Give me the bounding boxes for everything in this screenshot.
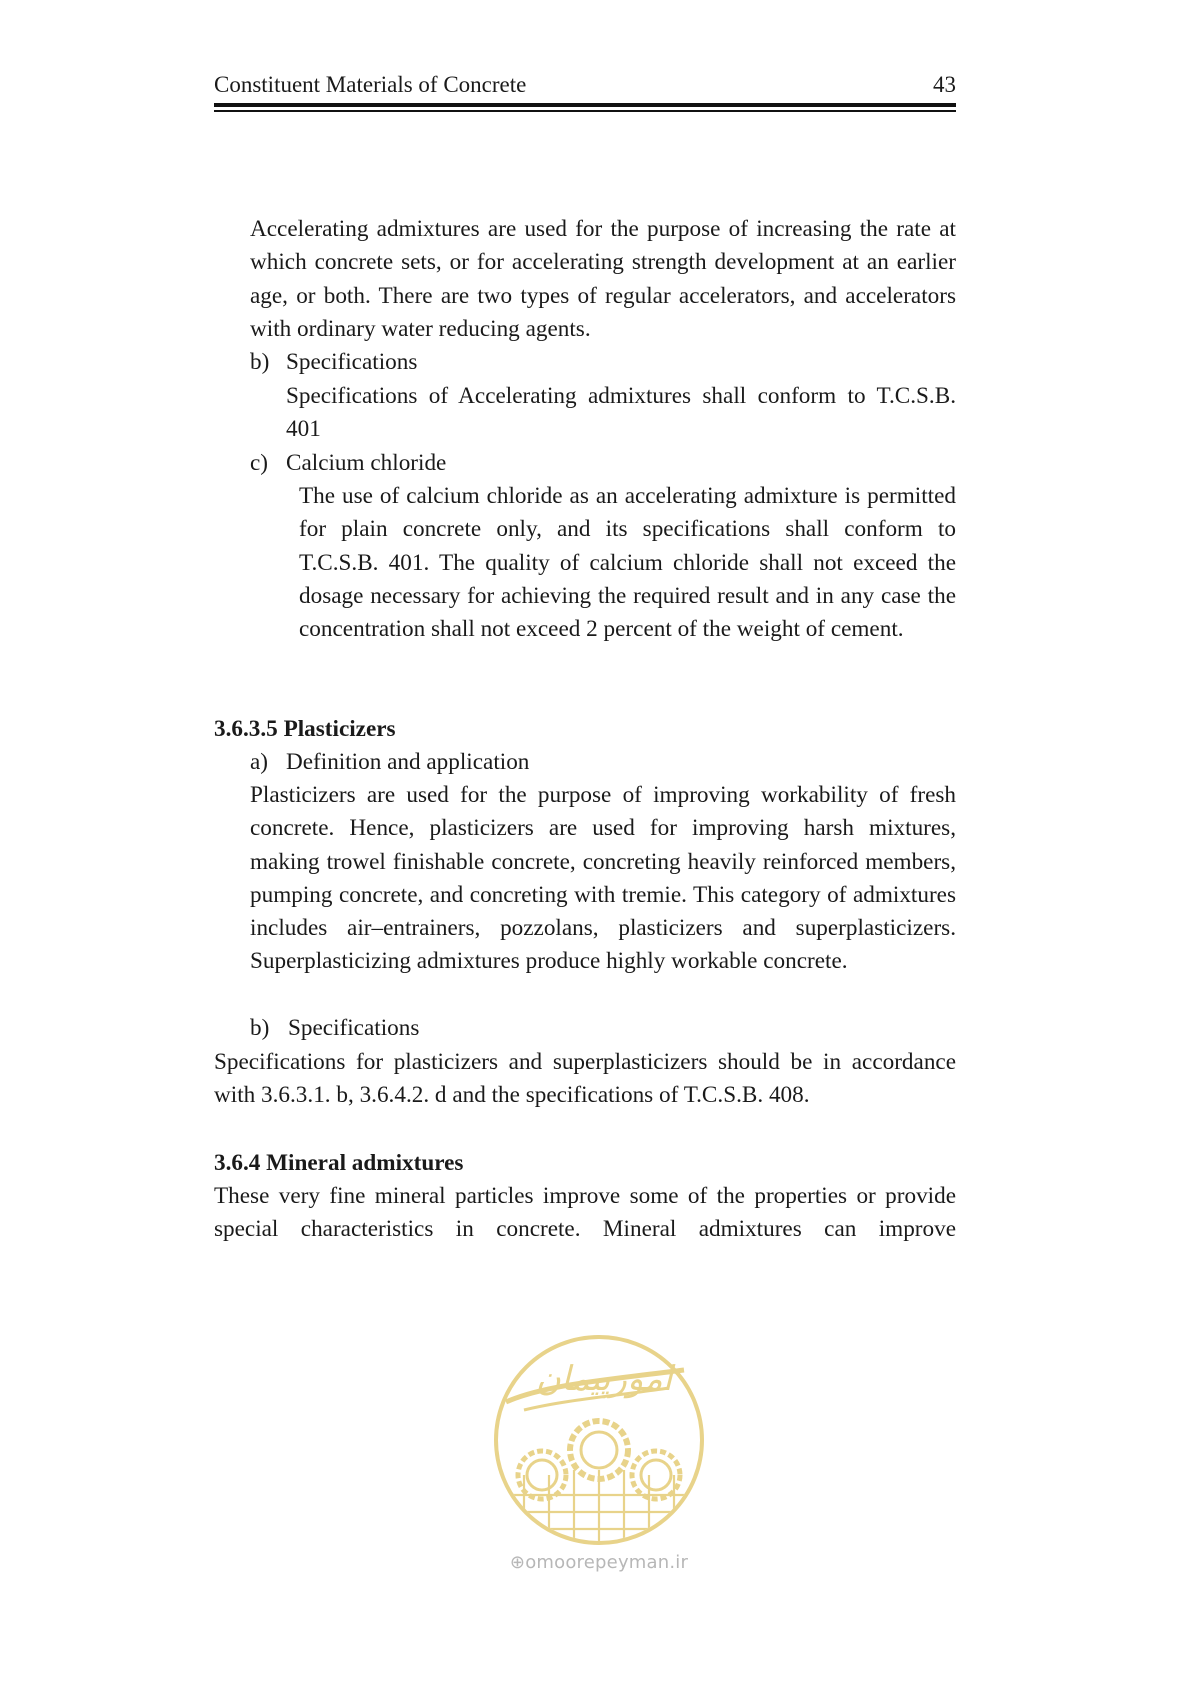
list-marker: b)	[250, 349, 270, 375]
section-heading-plasticizers: 3.6.3.5 Plasticizers	[214, 716, 396, 742]
plasticizers-item-b	[250, 1012, 419, 1045]
list-marker: c)	[250, 450, 269, 476]
list-item-title: Specifications	[288, 1015, 420, 1041]
list-item-title: Definition and application	[286, 749, 530, 775]
header-rule-thick	[214, 103, 956, 107]
list-item-title: Calcium chloride	[286, 450, 447, 476]
accelerating-paragraph: Accelerating admixtures are used for the purpose of increasing the rate at which concrete sets, or for accelerating strength development at an earlier age, or both. There are two types of regular accelerators, and accelerators with ordinary water reducing agents.	[250, 216, 956, 342]
calcium-chloride-text: The use of calcium chloride as an accelerating admixture is permitted for plain concrete only, and its specifications shall conform to T.C.S.B. 401. The quality of calcium chloride shall not exceed the dosage necessary for achieving the required result and in any case the concentration shall not exceed 2 percent of the weight of cement.	[299, 483, 956, 643]
watermark-logo	[484, 1330, 714, 1550]
mineral-admixtures-paragraph: These very fine mineral particles improve some of the properties or provide special characteristics in concrete. Mineral admixtures can improve	[214, 1183, 956, 1243]
watermark-logo-text: امورپیمان	[535, 1359, 673, 1399]
section-heading-mineral-admixtures: 3.6.4 Mineral admixtures	[214, 1150, 464, 1176]
list-marker: b)	[250, 1015, 270, 1041]
running-header	[214, 70, 956, 100]
plasticizers-specifications-text: Specifications for plasticizers and superplasticizers should be in accordance with 3.6.3.1. b, 3.6.4.2. d and the specifications of T.C.S.B. 408.	[214, 1049, 956, 1109]
accelerating-item-b	[250, 346, 417, 379]
page-number: 43	[933, 72, 956, 97]
header-title: Constituent Materials of Concrete	[214, 72, 527, 97]
watermark	[484, 1330, 714, 1580]
accelerating-item-c	[250, 447, 446, 480]
accelerating-specifications-text: Specifications of Accelerating admixtures shall conform to T.C.S.B. 401	[286, 383, 956, 443]
list-marker: a)	[250, 749, 269, 775]
list-item-title: Specifications	[286, 349, 418, 375]
plasticizers-item-a	[250, 746, 529, 779]
watermark-caption: ⊕omoorepeyman.ir	[509, 1552, 689, 1573]
header-rule-thin	[214, 110, 956, 112]
plasticizers-definition-text: Plasticizers are used for the purpose of improving workability of fresh concrete. Hence, plasticizers are used for improving harsh mixtures, making trowel finishable concrete, concreting heavily reinforced members, pumping concrete, and concreting with tremie. This category of admixtures includes air–entrainers, pozzolans, plasticizers and superplasticizers. Superplasticizing admixtures produce highly workable concrete.	[250, 782, 956, 975]
globe-icon: ⊕	[509, 1552, 526, 1573]
